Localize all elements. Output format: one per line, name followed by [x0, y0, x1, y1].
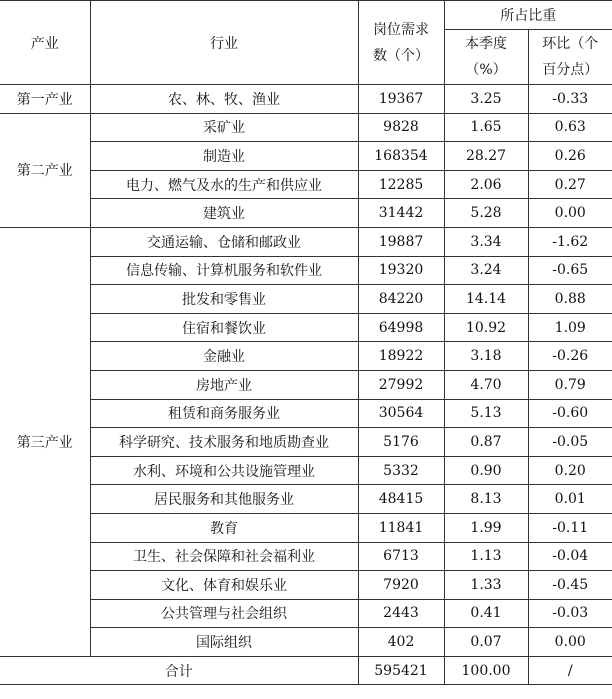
- share-cell: 14.14: [444, 285, 528, 314]
- header-industry: 行业: [90, 1, 358, 85]
- table-row: [0, 370, 612, 399]
- share-cell: 0.90: [444, 456, 528, 485]
- qoq-cell: -1.62: [528, 227, 612, 256]
- table-row: [0, 256, 612, 285]
- demand-cell: 19887: [358, 227, 444, 256]
- table-row: [0, 628, 612, 657]
- share-cell: 4.70: [444, 370, 528, 399]
- industry-cell: 水利、环境和公共设施管理业: [90, 456, 358, 485]
- qoq-cell: 0.79: [528, 370, 612, 399]
- table-row: [0, 85, 612, 114]
- industry-cell: 公共管理与社会组织: [90, 599, 358, 628]
- header-demand-line-2: 数（个）: [373, 47, 429, 64]
- table-row: [0, 170, 612, 199]
- industry-cell: 文化、体育和娱乐业: [90, 571, 358, 600]
- total-label: 合计: [0, 656, 358, 685]
- industry-cell: 建筑业: [90, 199, 358, 228]
- demand-cell: 12285: [358, 170, 444, 199]
- qoq-cell: -0.45: [528, 571, 612, 600]
- table-footer: [0, 656, 612, 685]
- header-this-quarter: [444, 30, 528, 85]
- demand-cell: 19320: [358, 256, 444, 285]
- demand-cell: 64998: [358, 313, 444, 342]
- share-cell: 8.13: [444, 485, 528, 514]
- qoq-cell: 0.00: [528, 628, 612, 657]
- industry-category-cell: 第三产业: [0, 227, 90, 656]
- demand-cell: 2443: [358, 599, 444, 628]
- demand-cell: 168354: [358, 142, 444, 171]
- share-cell: 5.28: [444, 199, 528, 228]
- table-row: [0, 227, 612, 256]
- header-qoq-line-1: 环比（个: [542, 36, 599, 52]
- demand-cell: 5176: [358, 428, 444, 457]
- table-row: [0, 399, 612, 428]
- industry-cell: 电力、燃气及水的生产和供应业: [90, 170, 358, 199]
- share-cell: 0.07: [444, 628, 528, 657]
- header-demand: [358, 1, 444, 85]
- header-qoq-line-2: 百分点）: [542, 62, 599, 78]
- demand-cell: 48415: [358, 485, 444, 514]
- demand-cell: 9828: [358, 113, 444, 142]
- industry-cell: 教育: [90, 513, 358, 542]
- share-cell: 2.06: [444, 170, 528, 199]
- industry-cell: 租赁和商务服务业: [90, 399, 358, 428]
- qoq-cell: -0.04: [528, 542, 612, 571]
- table-header: [0, 1, 612, 85]
- table-row: [0, 199, 612, 228]
- share-cell: 3.25: [444, 85, 528, 114]
- qoq-cell: -0.03: [528, 599, 612, 628]
- industry-cell: 农、林、牧、渔业: [90, 85, 358, 114]
- share-cell: 1.33: [444, 571, 528, 600]
- industry-cell: 批发和零售业: [90, 285, 358, 314]
- header-demand-line-1: 岗位需求: [373, 21, 429, 38]
- industry-cell: 住宿和餐饮业: [90, 313, 358, 342]
- demand-cell: 18922: [358, 342, 444, 371]
- industry-cell: 卫生、社会保障和社会福利业: [90, 542, 358, 571]
- qoq-cell: 1.09: [528, 313, 612, 342]
- industry-cell: 信息传输、计算机服务和软件业: [90, 256, 358, 285]
- demand-cell: 27992: [358, 370, 444, 399]
- qoq-cell: -0.05: [528, 428, 612, 457]
- share-cell: 0.87: [444, 428, 528, 457]
- table-row: [0, 113, 612, 142]
- demand-cell: 31442: [358, 199, 444, 228]
- share-cell: 3.34: [444, 227, 528, 256]
- header-this-quarter-line-1: 本季度: [465, 36, 507, 52]
- demand-cell: 6713: [358, 542, 444, 571]
- table-row: [0, 342, 612, 371]
- qoq-cell: -0.60: [528, 399, 612, 428]
- table-row: [0, 428, 612, 457]
- demand-cell: 402: [358, 628, 444, 657]
- header-qoq: [528, 30, 612, 85]
- industry-cell: 交通运输、仓储和邮政业: [90, 227, 358, 256]
- table-row: [0, 542, 612, 571]
- qoq-cell: 0.63: [528, 113, 612, 142]
- share-cell: 1.13: [444, 542, 528, 571]
- demand-cell: 19367: [358, 85, 444, 114]
- table-row: [0, 599, 612, 628]
- qoq-cell: 0.88: [528, 285, 612, 314]
- qoq-cell: -0.33: [528, 85, 612, 114]
- qoq-cell: -0.11: [528, 513, 612, 542]
- demand-cell: 7920: [358, 571, 444, 600]
- total-qoq: /: [528, 656, 612, 685]
- table-body: [0, 85, 612, 657]
- table-row: [0, 513, 612, 542]
- industry-cell: 金融业: [90, 342, 358, 371]
- header-share: 所占比重: [444, 1, 612, 30]
- share-cell: 0.41: [444, 599, 528, 628]
- qoq-cell: 0.00: [528, 199, 612, 228]
- share-cell: 3.18: [444, 342, 528, 371]
- industry-category-cell: 第二产业: [0, 113, 90, 227]
- total-demand: 595421: [358, 656, 444, 685]
- table-row: [0, 313, 612, 342]
- industry-cell: 采矿业: [90, 113, 358, 142]
- industry-category-cell: 第一产业: [0, 85, 90, 114]
- table-row: [0, 285, 612, 314]
- industry-cell: 国际组织: [90, 628, 358, 657]
- share-cell: 5.13: [444, 399, 528, 428]
- demand-cell: 30564: [358, 399, 444, 428]
- industry-cell: 制造业: [90, 142, 358, 171]
- qoq-cell: 0.20: [528, 456, 612, 485]
- table-row: [0, 142, 612, 171]
- header-industry-category: 产业: [0, 1, 90, 85]
- share-cell: 1.65: [444, 113, 528, 142]
- total-share: 100.00: [444, 656, 528, 685]
- qoq-cell: -0.26: [528, 342, 612, 371]
- share-cell: 28.27: [444, 142, 528, 171]
- table-row: [0, 456, 612, 485]
- qoq-cell: 0.27: [528, 170, 612, 199]
- qoq-cell: 0.26: [528, 142, 612, 171]
- demand-cell: 5332: [358, 456, 444, 485]
- share-cell: 3.24: [444, 256, 528, 285]
- table-row: [0, 571, 612, 600]
- table-row: [0, 485, 612, 514]
- industry-cell: 居民服务和其他服务业: [90, 485, 358, 514]
- qoq-cell: 0.01: [528, 485, 612, 514]
- industry-cell: 房地产业: [90, 370, 358, 399]
- demand-cell: 84220: [358, 285, 444, 314]
- demand-cell: 11841: [358, 513, 444, 542]
- qoq-cell: -0.65: [528, 256, 612, 285]
- header-this-quarter-line-2: （%）: [465, 62, 507, 78]
- industry-cell: 科学研究、技术服务和地质勘查业: [90, 428, 358, 457]
- share-cell: 10.92: [444, 313, 528, 342]
- share-cell: 1.99: [444, 513, 528, 542]
